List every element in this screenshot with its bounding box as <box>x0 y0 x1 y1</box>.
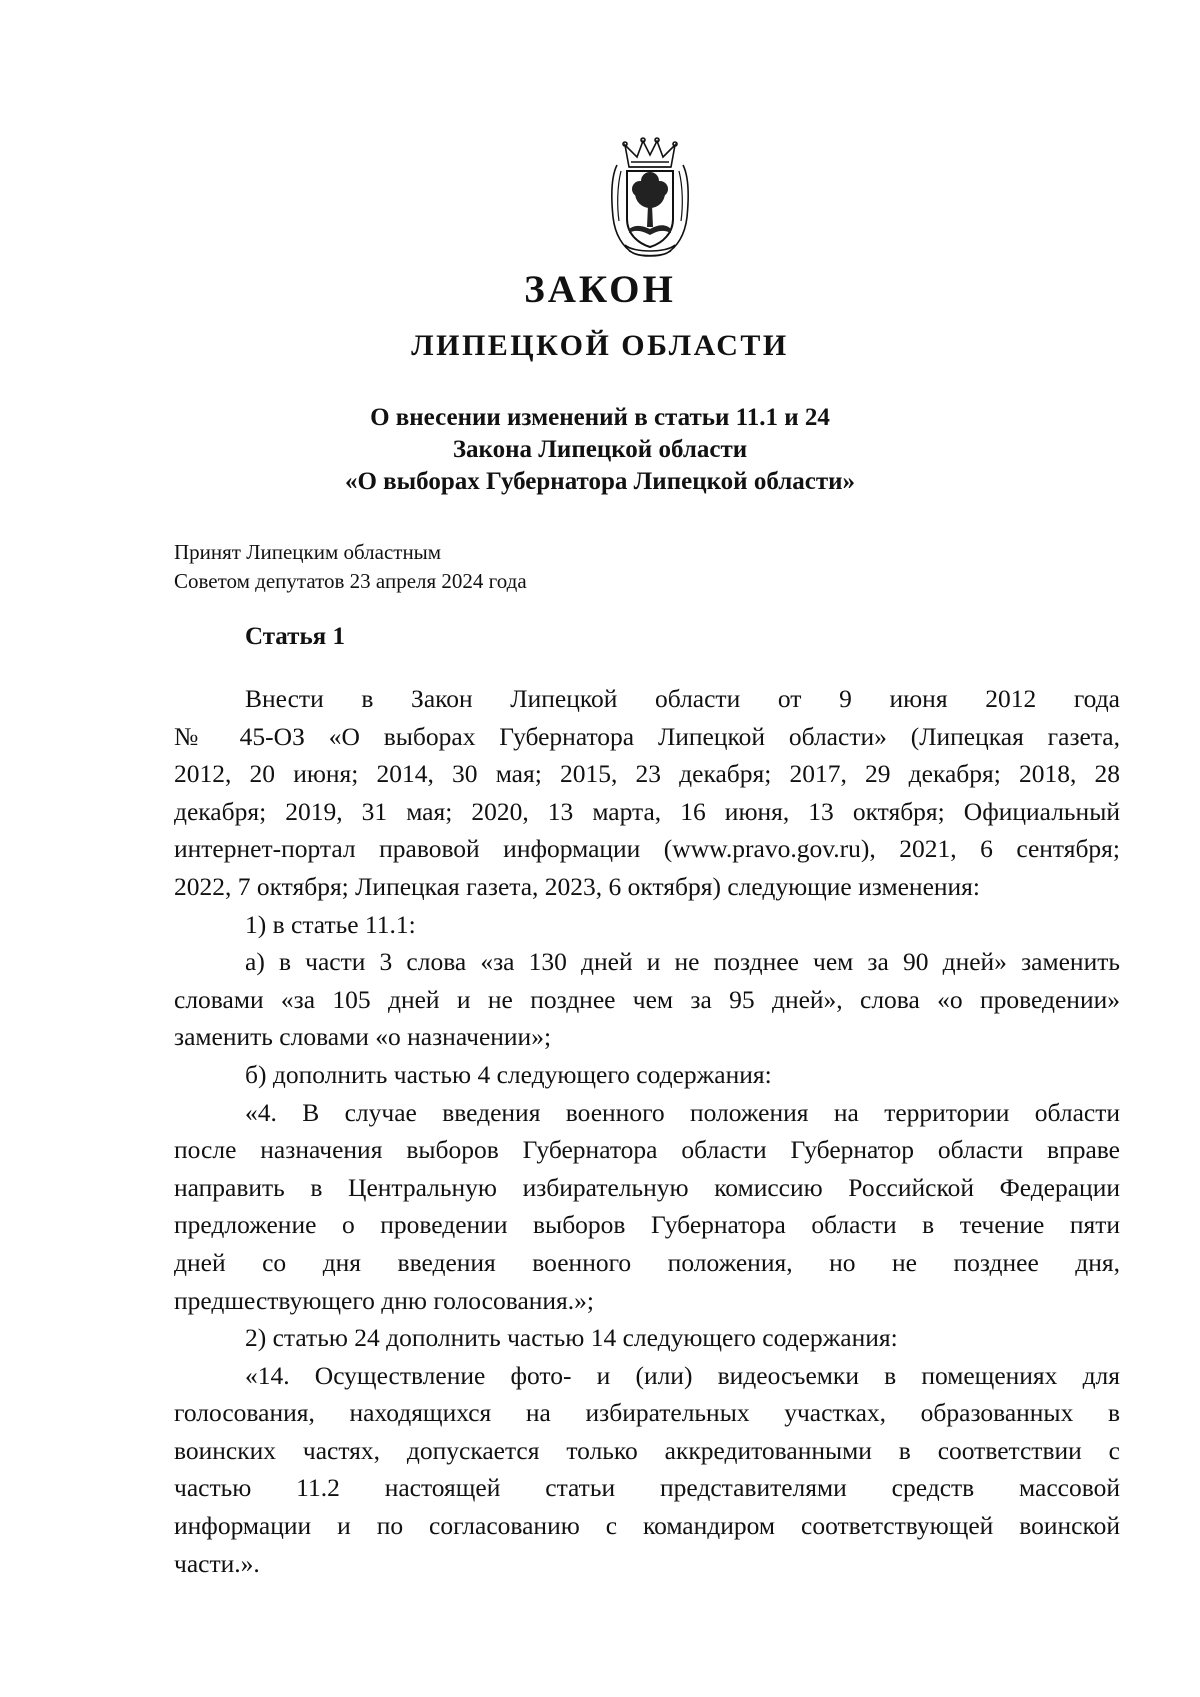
article-heading: Статья 1 <box>245 623 345 650</box>
subject-line: О внесении изменений в статьи 11.1 и 24 <box>370 404 830 431</box>
body-line: декабря; 2019, 31 мая; 2020, 13 марта, 16 июня, 13 октября; Официальный <box>174 796 1120 826</box>
body-line: предшествующего дню голосования.»; <box>174 1285 594 1315</box>
body-line: а) в части 3 слова «за 130 дней и не позднее чем за 90 дней» заменить <box>245 947 1120 977</box>
body-line: № 45-ОЗ «О выборах Губернатора Липецкой области» (Липецкая газета, <box>174 721 1120 751</box>
law-region: ЛИПЕЦКОЙ ОБЛАСТИ <box>411 329 789 362</box>
law-subject <box>0 402 1200 498</box>
body-line: после назначения выборов Губернатора области Губернатор области вправе <box>174 1135 1120 1165</box>
article-body <box>174 680 1120 1582</box>
body-line: части.». <box>174 1548 260 1578</box>
body-line: Внести в Закон Липецкой области от 9 июня 2012 года <box>245 684 1120 713</box>
body-line: б) дополнить частью 4 следующего содержания: <box>245 1059 772 1089</box>
body-line: словами «за 105 дней и не позднее чем за 95 дней», слова «о проведении» <box>174 984 1120 1014</box>
body-line: 2012, 20 июня; 2014, 30 мая; 2015, 23 декабря; 2017, 29 декабря; 2018, 28 <box>174 759 1120 789</box>
coat-of-arms-icon <box>607 137 693 259</box>
subject-line: «О выборах Губернатора Липецкой области» <box>344 468 856 495</box>
body-line: 2) статью 24 дополнить частью 14 следующего содержания: <box>245 1323 898 1353</box>
body-line: 1) в статье 11.1: <box>245 909 416 939</box>
body-line: информации и по согласованию с командиром соответствующей воинской <box>174 1511 1120 1541</box>
body-line: интернет-портал правовой информации (www.pravo.gov.ru), 2021, 6 сентября; <box>174 834 1120 864</box>
body-line: воинских частях, допускается только аккредитованными в соответствии с <box>174 1435 1120 1465</box>
adoption-line: Советом депутатов 23 апреля 2024 года <box>174 569 527 593</box>
subject-line: Закона Липецкой области <box>452 436 748 463</box>
body-line: 2022, 7 октября; Липецкая газета, 2023, 6 октября) следующие изменения: <box>174 871 980 901</box>
body-line: дней со дня введения военного положения, но не позднее дня, <box>174 1247 1120 1277</box>
body-line: заменить словами «о назначении»; <box>174 1022 552 1052</box>
body-line: голосования, находящихся на избирательных участках, образованных в <box>174 1398 1120 1428</box>
body-line: «14. Осуществление фото- и (или) видеосъемки в помещениях для <box>245 1360 1120 1390</box>
body-line: частью 11.2 настоящей статьи представителями средств массовой <box>174 1473 1120 1503</box>
adoption-line: Принят Липецким областным <box>174 540 442 564</box>
body-line: «4. В случае введения военного положения на территории области <box>245 1097 1120 1127</box>
body-line: предложение о проведении выборов Губернатора области в течение пяти <box>174 1210 1120 1240</box>
body-line: направить в Центральную избирательную комиссию Российской Федерации <box>174 1172 1120 1202</box>
adoption-note <box>174 538 527 596</box>
law-title: ЗАКОН <box>524 268 676 311</box>
